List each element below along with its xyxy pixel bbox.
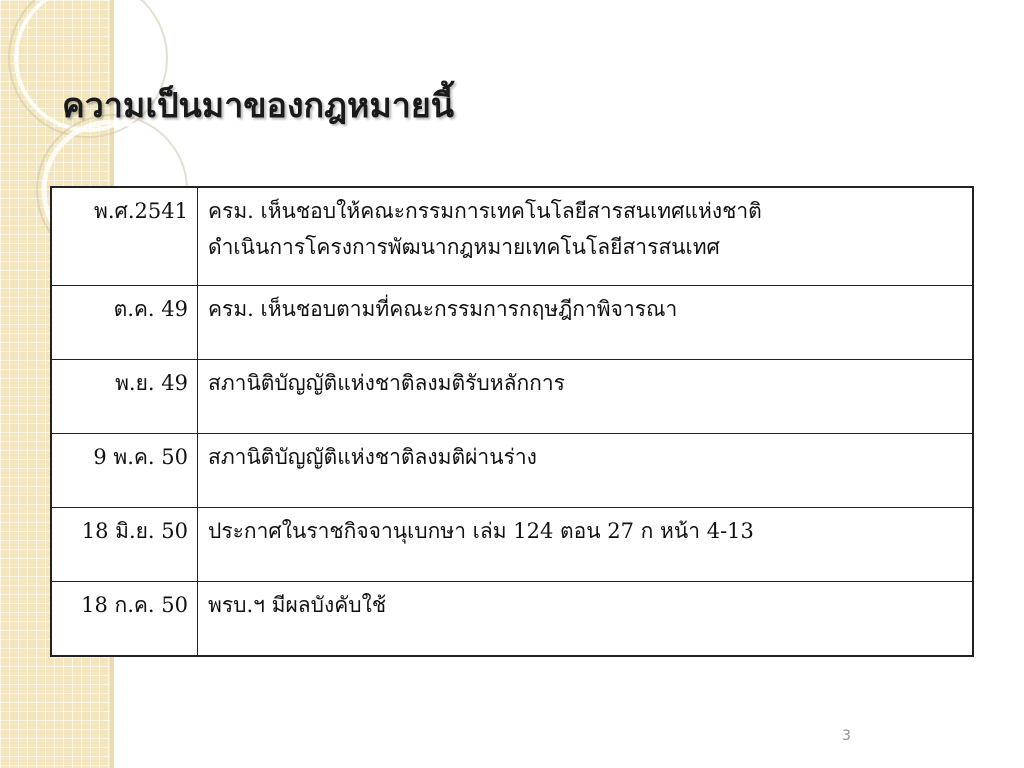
slide-title: ความเป็นมาของกฎหมายนี้ <box>62 86 455 126</box>
table-row <box>51 582 973 657</box>
description-line: พรบ.ฯ มีผลบังคับใช้ <box>208 593 387 617</box>
date-cell: ต.ค. 49 <box>51 286 198 360</box>
description-line: สภานิติบัญญัติแห่งชาติลงมติรับหลักการ <box>208 371 565 395</box>
description-cell <box>198 434 974 508</box>
description-cell <box>198 286 974 360</box>
table-row <box>51 434 973 508</box>
description-line: ประกาศในราชกิจจานุเบกษา เล่ม 124 ตอน 27 ก หน้า 4-13 <box>208 519 754 543</box>
table-row <box>51 360 973 434</box>
slide-number: 3 <box>842 728 851 744</box>
date-cell: พ.ศ.2541 <box>51 187 198 286</box>
table-row <box>51 508 973 582</box>
description-line: ครม. เห็นชอบตามที่คณะกรรมการกฤษฎีกาพิจารณา <box>208 297 678 321</box>
date-cell: 18 มิ.ย. 50 <box>51 508 198 582</box>
description-cell <box>198 582 974 657</box>
timeline-table <box>50 186 974 657</box>
table-row <box>51 187 973 286</box>
description-cell <box>198 508 974 582</box>
description-cell <box>198 187 974 286</box>
date-cell: 18 ก.ค. 50 <box>51 582 198 657</box>
date-cell: 9 พ.ค. 50 <box>51 434 198 508</box>
date-cell: พ.ย. 49 <box>51 360 198 434</box>
description-line: ดำเนินการโครงการพัฒนากฎหมายเทคโนโลยีสารสนเทศ <box>208 235 720 259</box>
description-line: สภานิติบัญญัติแห่งชาติลงมติผ่านร่าง <box>208 445 537 469</box>
table-row <box>51 286 973 360</box>
description-cell <box>198 360 974 434</box>
description-line: ครม. เห็นชอบให้คณะกรรมการเทคโนโลยีสารสนเทศแห่งชาติ <box>208 199 762 223</box>
